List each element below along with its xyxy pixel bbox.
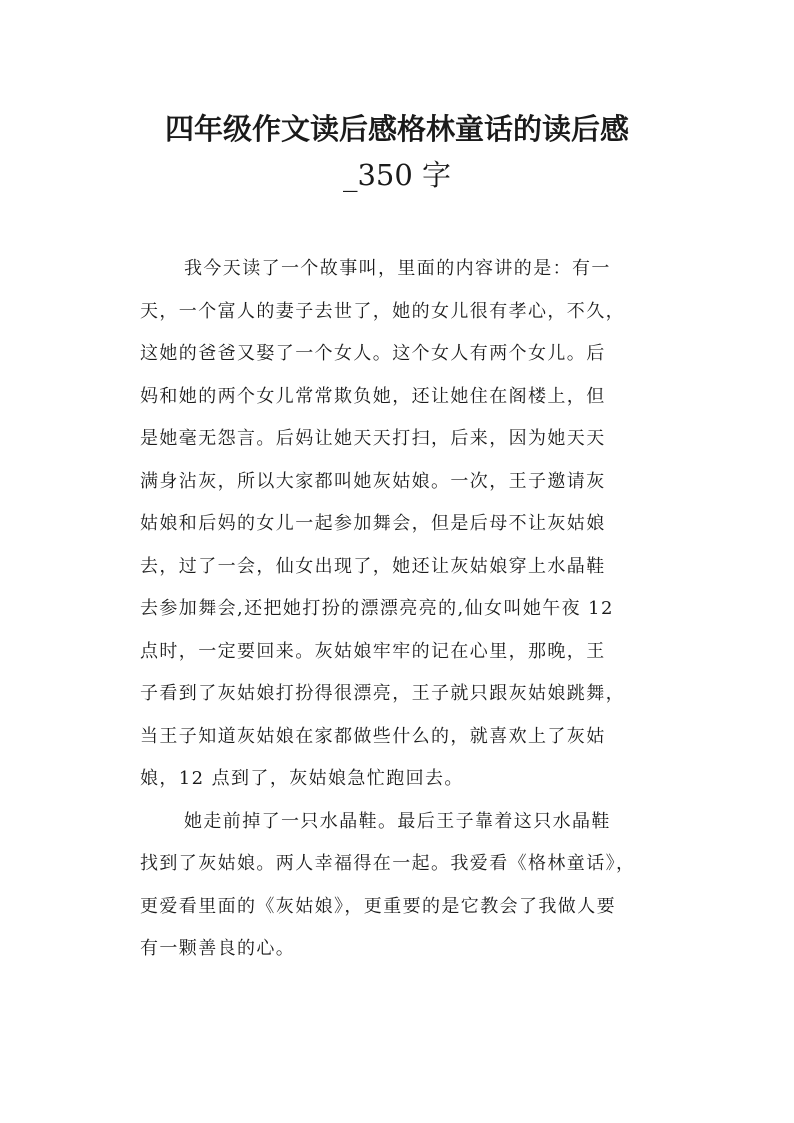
- title-line-1: 四年级作文读后感格林童话的读后感: [164, 112, 629, 146]
- text-line: 去，过了一会，仙女出现了，她还让灰姑娘穿上水晶鞋: [140, 555, 606, 577]
- text-line: 当王子知道灰姑娘在家都做些什么的，就喜欢上了灰姑: [140, 725, 606, 747]
- text-line: 是她毫无怨言。后妈让她天天打扫，后来，因为她天天: [140, 428, 606, 449]
- text-line: 有一颗善良的心。: [140, 938, 296, 959]
- text-line: 子看到了灰姑娘打扮得很漂亮，王子就只跟灰姑娘跳舞，: [140, 683, 625, 704]
- title-line-2: _350 字: [342, 158, 452, 192]
- article-body: [140, 248, 680, 971]
- text-line: 找到了灰姑娘。两人幸福得在一起。我爱看《格林童话》，: [140, 853, 636, 874]
- text-line: 满身沾灰，所以大家都叫她灰姑娘。一次，王子邀请灰: [140, 470, 606, 492]
- text-line: 妈和她的两个女儿常常欺负她，还让她住在阁楼上，但: [140, 385, 606, 407]
- text-line: 这她的爸爸又娶了一个女人。这个女人有两个女儿。后: [140, 343, 606, 364]
- page-title: [0, 108, 794, 196]
- paragraph-2: [140, 801, 680, 971]
- text-line: 娘，12 点到了，灰姑娘急忙跑回去。: [140, 768, 464, 789]
- text-line: 点时，一定要回来。灰姑娘牢牢的记在心里，那晚，王: [140, 640, 606, 662]
- text-line: 天，一个富人的妻子去世了，她的女儿很有孝心，不久，: [140, 300, 625, 322]
- text-line: 姑娘和后妈的女儿一起参加舞会，但是后母不让灰姑娘: [140, 513, 606, 534]
- text-line: 我今天读了一个故事叫，里面的内容讲的是：有一: [184, 258, 611, 279]
- text-line: 她走前掉了一只水晶鞋。最后王子靠着这只水晶鞋: [184, 810, 611, 832]
- paragraph-1: [140, 248, 680, 801]
- text-line: 更爱看里面的《灰姑娘》，更重要的是它教会了我做人要: [140, 895, 616, 917]
- text-line: 去参加舞会,还把她打扮的漂漂亮亮的,仙女叫她午夜 12: [140, 598, 614, 619]
